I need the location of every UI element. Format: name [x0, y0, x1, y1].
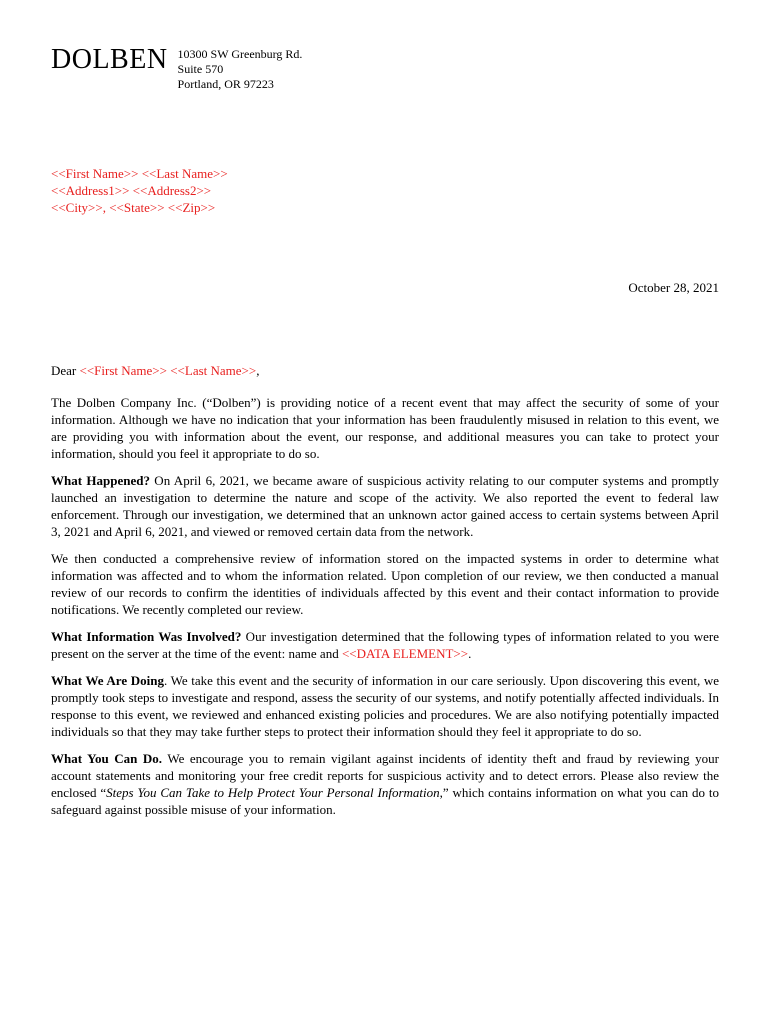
what-you-can-do-paragraph — [51, 750, 719, 818]
information-involved-text: Our investigation determined that the following types of information related to you were present on the server at the time of the event: name and — [51, 629, 719, 661]
information-involved-paragraph — [51, 628, 719, 662]
information-involved-heading: What Information Was Involved? — [51, 629, 242, 644]
information-involved-end: . — [468, 646, 472, 661]
address-line-3: Portland, OR 97223 — [177, 77, 274, 91]
salutation-suffix: , — [256, 363, 260, 378]
letter-body — [51, 362, 719, 828]
salutation-name: <<First Name>> <<Last Name>> — [79, 363, 257, 378]
what-happened-heading: What Happened? — [51, 473, 150, 488]
what-you-can-do-text-end: ,” which contains information on what you can do to safeguard against possible misuse of your information. — [51, 785, 719, 817]
what-happened-text: On April 6, 2021, we became aware of suspicious activity relating to our computer systems and promptly launched an investigation to determine the nature and scope of the activity. We also reported the event to federal law enforcement. Through our investigation, we determined that an unknown actor gained access to certain systems between April 3, 2021 and April 6, 2021, and viewed or removed certain data from the network. — [51, 473, 719, 539]
address-line-1: 10300 SW Greenburg Rd. — [177, 47, 303, 61]
review-paragraph: We then conducted a comprehensive review of information stored on the impacted systems in order to determine what information was affected and to whom the information related. Upon completion of our review, we then conducted a manual review of our records to confirm the identities of individuals affected by this event and their contact information to provide notifications. We recently completed our review. — [51, 551, 719, 617]
salutation — [51, 362, 719, 379]
recipient-block — [51, 165, 228, 216]
company-logo: DOLBEN — [51, 44, 168, 75]
letterhead — [51, 46, 302, 92]
what-we-are-doing-paragraph — [51, 672, 719, 740]
what-we-are-doing-text: . We take this event and the security of information in our care seriously. Upon discovering this event, we promptly took steps to investigate and respond, assess the security of our systems, and notify potentially affected individuals. In response to this event, we reviewed and enhanced existing policies and procedures. We are also notifying potentially impacted individuals so that they may take further steps to protect their information should they feel it appropriate to do so. — [51, 673, 720, 739]
what-you-can-do-text: We encourage you to remain vigilant against incidents of identity theft and fraud by reviewing your account statements and monitoring your free credit reports for suspicious activity and to detect errors. Please also review the enclosed “ — [51, 751, 720, 800]
what-we-are-doing-heading: What We Are Doing — [51, 673, 164, 688]
steps-document-title: Steps You Can Take to Help Protect Your Personal Information — [106, 785, 440, 800]
recipient-name: <<First Name>> <<Last Name>> — [51, 166, 228, 181]
data-element-placeholder: <<DATA ELEMENT>> — [341, 646, 469, 661]
address-line-2: Suite 570 — [177, 62, 224, 76]
recipient-address: <<Address1>> <<Address2>> — [51, 183, 212, 198]
salutation-prefix: Dear — [51, 363, 80, 378]
intro-paragraph: The Dolben Company Inc. (“Dolben”) is providing notice of a recent event that may affect the security of some of your information. Although we have no indication that your information has been fraudulently misused in relation to this event, we are providing you with information about the event, our response, and additional measures you can take to protect your information, should you feel it appropriate to do so. — [51, 395, 719, 461]
company-address — [178, 46, 303, 92]
what-happened-paragraph — [51, 472, 719, 540]
letter-date: October 28, 2021 — [628, 280, 719, 295]
what-you-can-do-heading: What You Can Do. — [51, 751, 163, 766]
recipient-city-state-zip: <<City>>, <<State>> <<Zip>> — [51, 200, 216, 215]
